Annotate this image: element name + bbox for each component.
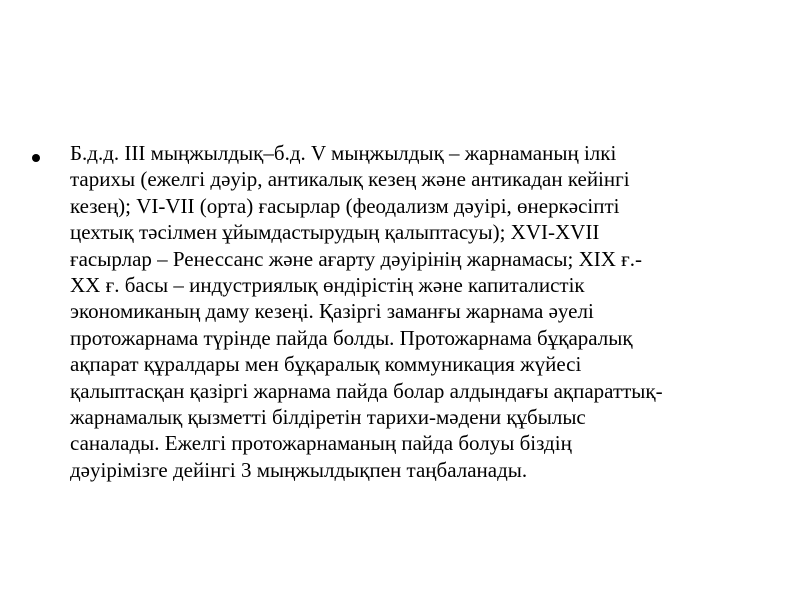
paragraph-line: кезең); VI-VII (орта) ғасырлар (феодализм дәуірі, өнеркәсіпті xyxy=(70,193,620,218)
bullet-item xyxy=(28,140,768,483)
paragraph-line: XX ғ. басы – индустриялық өндірістің және капиталистік xyxy=(70,273,585,298)
paragraph-line: жарнамалық қызметті білдіретін тарихи-мәдени құбылыс xyxy=(70,405,586,430)
paragraph-line: цехтық тәсілмен ұйымдастырудың қалыптасуы); XVI-XVII xyxy=(70,220,600,245)
paragraph-line: Б.д.д. III мыңжылдық–б.д. V мыңжылдық – жарнаманың ілкі xyxy=(70,141,617,165)
paragraph-line: протожарнама түрінде пайда болды. Протожарнама бұқаралық xyxy=(70,325,633,350)
paragraph-line: дәуірімізге дейінгі 3 мыңжылдықпен таңбаланады. xyxy=(70,457,528,482)
paragraph-line: ақпарат құралдары мен бұқаралық коммуникация жүйесі xyxy=(70,352,582,377)
paragraph-line: экономиканың даму кезеңі. Қазіргі заманғы жарнама әуелі xyxy=(70,299,594,324)
paragraph-line: саналады. Ежелгі протожарнаманың пайда болуы біздің xyxy=(70,431,572,456)
paragraph-line: қалыптасқан қазіргі жарнама пайда болар алдындағы ақпараттық- xyxy=(70,378,663,403)
bullet-paragraph xyxy=(70,140,750,483)
bullet-dot-icon xyxy=(32,154,40,162)
paragraph-line: ғасырлар – Ренессанс және ағарту дәуірінің жарнамасы; XIX ғ.- xyxy=(70,246,643,271)
paragraph-line: тарихы (ежелгі дәуір, антикалық кезең және антикадан кейінгі xyxy=(70,167,630,192)
